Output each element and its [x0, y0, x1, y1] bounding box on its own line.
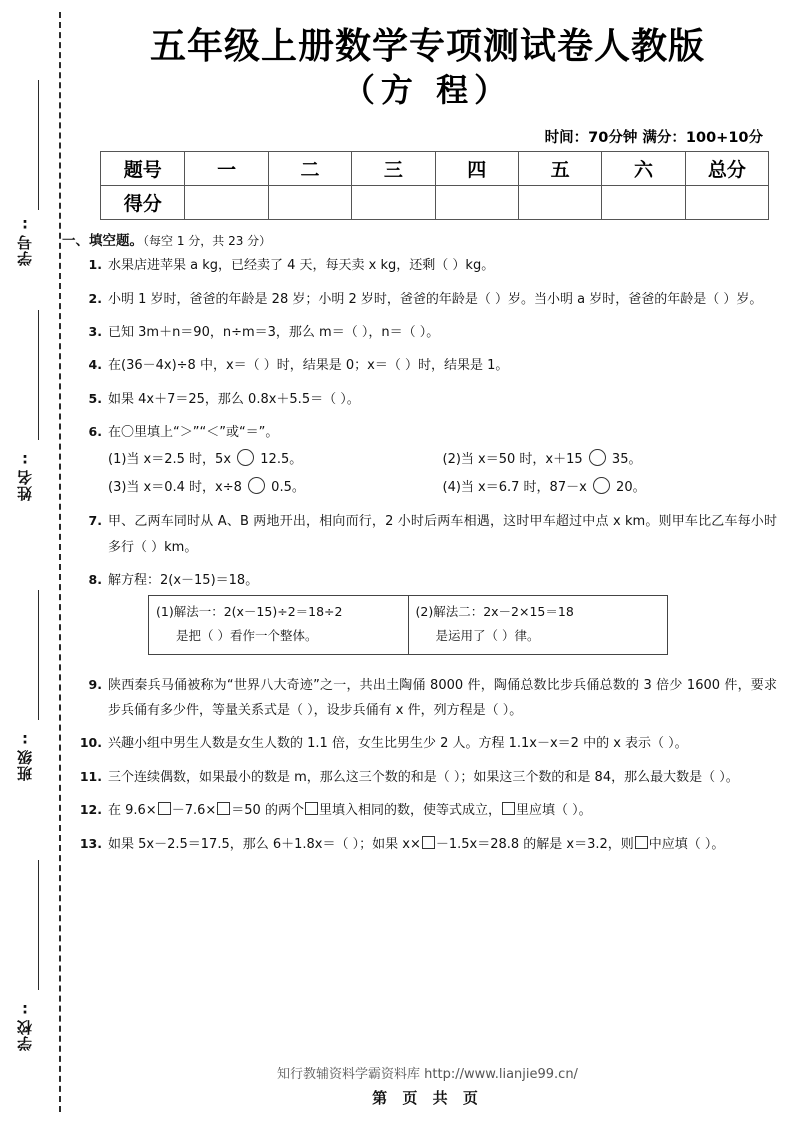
method-2-line-2: 是运用了（ ）律。: [435, 628, 540, 644]
question-6-number: 6.: [88, 423, 102, 439]
question-13: [76, 832, 777, 857]
question-11: [76, 765, 777, 790]
score-table-col-3: 三: [352, 152, 435, 186]
score-cell-3[interactable]: [352, 186, 435, 220]
page-title: [62, 24, 793, 112]
question-6-sub-3: (3)当 x＝0.4 时，x÷8 0.5。: [108, 475, 443, 501]
margin-label-student-id: 学号:: [16, 215, 34, 266]
method-2-line-1: (2)解法二：2x－2×15＝18: [415, 604, 574, 620]
question-8-method-table: [148, 595, 668, 655]
score-cell-total[interactable]: [685, 186, 768, 220]
table-row: [149, 596, 668, 655]
answer-circle[interactable]: [237, 449, 254, 466]
score-table-col-2: 二: [268, 152, 351, 186]
method-1-line-1: (1)解法一：2(x－15)÷2＝18÷2: [156, 604, 343, 620]
answer-circle[interactable]: [248, 477, 265, 494]
question-3: [76, 320, 777, 345]
margin-label-class: 班级:: [16, 730, 34, 781]
question-8-number: 8.: [88, 571, 102, 587]
answer-circle[interactable]: [589, 449, 606, 466]
question-5-number: 5.: [88, 390, 102, 406]
question-13-text: 如果 5x－2.5＝17.5，那么 6＋1.8x＝（ ）；如果 x× －1.5x＝28.8 的解是 x＝3.2，则 中应填（ ）。: [108, 836, 725, 852]
question-5: [76, 387, 777, 412]
question-3-text: 已知 3m＋n＝90，n÷m＝3，那么 m＝（ ），n＝（ ）。: [108, 324, 440, 340]
score-table-rowhead-score: 得分: [101, 186, 185, 220]
question-10-text: 兴趣小组中男生人数是女生人数的 1.1 倍，女生比男生少 2 人。方程 1.1x－x＝2 中的 x 表示（ ）。: [108, 736, 688, 752]
score-table-col-5: 五: [518, 152, 601, 186]
name-rule: [38, 310, 39, 440]
question-4: [76, 353, 777, 378]
margin-label-school: 学校:: [16, 1000, 34, 1051]
answer-circle[interactable]: [593, 477, 610, 494]
question-13-number: 13.: [79, 835, 102, 851]
question-7-number: 7.: [88, 513, 102, 529]
question-8: [76, 568, 777, 665]
left-binding-margin: [0, 0, 62, 1122]
question-3-number: 3.: [88, 323, 102, 339]
question-8-body: [108, 568, 777, 665]
question-4-number: 4.: [88, 357, 102, 373]
question-8-text: 解方程：2(x－15)＝18。: [108, 572, 259, 588]
section-heading-points: （每空 1 分，共 23 分）: [143, 234, 272, 249]
answer-square[interactable]: [635, 836, 648, 849]
answer-square[interactable]: [158, 802, 171, 815]
margin-label-name: 姓名:: [16, 450, 34, 501]
question-6-subrow-1: [108, 447, 777, 473]
question-12-number: 12.: [79, 802, 102, 818]
question-6-subrow-2: [108, 475, 777, 501]
answer-square[interactable]: [502, 802, 515, 815]
question-6-sub-2: (2)当 x＝50 时，x＋15 35。: [443, 447, 778, 473]
question-6-sub-1: (1)当 x＝2.5 时，5x 12.5。: [108, 447, 443, 473]
title-line-subject: （方 程）: [342, 71, 513, 109]
table-row-scores: [101, 186, 769, 220]
score-cell-1[interactable]: [185, 186, 268, 220]
question-10-number: 10.: [79, 735, 102, 751]
score-table: [100, 151, 769, 220]
student-id-rule: [38, 80, 39, 210]
question-9-text: 陕西秦兵马俑被称为“世界八大奇迹”之一，共出土陶俑 8000 件，陶俑总数比步兵俑总数的 3 倍少 1600 件，要求步兵俑有多少件，等量关系式是（ ），设步兵俑有 x 件，列方程是（ ）。: [108, 677, 777, 719]
score-table-col-1: 一: [185, 152, 268, 186]
question-12: [76, 798, 777, 823]
question-8-method-table-wrapper: [148, 595, 668, 655]
binding-dashed-line: [59, 12, 61, 1112]
question-7: [76, 509, 777, 560]
score-cell-6[interactable]: [602, 186, 685, 220]
question-11-text: 三个连续偶数，如果最小的数是 m，那么这三个数的和是（ ）；如果这三个数的和是 84，那么最大数是（ ）。: [108, 769, 739, 785]
section-heading-fill-in-blank: [62, 229, 793, 249]
exam-meta-info: 时间：70分钟 满分：100+10分: [544, 130, 763, 147]
section-heading-label: 一、填空题。: [62, 233, 143, 250]
score-cell-5[interactable]: [518, 186, 601, 220]
question-5-text: 如果 4x＋7＝25，那么 0.8x＋5.5＝（ ）。: [108, 391, 360, 407]
question-9: [76, 673, 777, 724]
question-12-text: 在 9.6× －7.6× ＝50 的两个 里填入相同的数，使等式成立， 里应填（ ）。: [108, 803, 592, 819]
question-1-number: 1.: [88, 257, 102, 273]
method-cell-2: [408, 596, 668, 655]
question-6-sub-4: (4)当 x＝6.7 时，87－x 20。: [443, 475, 778, 501]
question-6-body: [108, 420, 777, 501]
question-list: [76, 253, 777, 857]
title-line-primary: 五年级上册数学专项测试卷人教版: [149, 26, 705, 67]
score-table-rowhead-question: 题号: [101, 152, 185, 186]
question-11-number: 11.: [79, 768, 102, 784]
answer-square[interactable]: [305, 802, 318, 815]
school-rule: [38, 860, 39, 990]
class-rule: [38, 590, 39, 720]
method-1-line-2: 是把（ ）看作一个整体。: [176, 628, 318, 644]
question-9-number: 9.: [88, 676, 102, 692]
score-table-col-4: 四: [435, 152, 518, 186]
answer-square[interactable]: [422, 836, 435, 849]
method-cell-1: [149, 596, 409, 655]
question-2: [76, 287, 777, 312]
footer-source-text: 知行教辅资料学霸资料库 http://www.lianjie99.cn/: [277, 1067, 578, 1082]
question-2-text: 小明 1 岁时，爸爸的年龄是 28 岁；小明 2 岁时，爸爸的年龄是（ ）岁。当小明 a 岁时，爸爸的年龄是（ ）岁。: [108, 291, 763, 307]
question-1-text: 水果店进苹果 a kg，已经卖了 4 天，每天卖 x kg，还剩（ ）kg。: [108, 258, 495, 274]
score-table-wrapper: [100, 151, 769, 220]
question-2-number: 2.: [88, 290, 102, 306]
question-1: [76, 253, 777, 278]
question-7-text: 甲、乙两车同时从 A、B 两地开出，相向而行，2 小时后两车相遇，这时甲车超过中点 x km。则甲车比乙车每小时多行（ ）km。: [108, 514, 777, 555]
page-footer: [62, 1063, 793, 1108]
score-cell-2[interactable]: [268, 186, 351, 220]
question-6: [76, 420, 777, 501]
score-cell-4[interactable]: [435, 186, 518, 220]
answer-square[interactable]: [217, 802, 230, 815]
question-10: [76, 731, 777, 756]
score-table-col-6: 六: [602, 152, 685, 186]
score-table-col-total: 总分: [685, 152, 768, 186]
question-6-text: 在〇里填上“＞”“＜”或“＝”。: [108, 424, 279, 440]
footer-page-number: 第 页 共 页: [372, 1089, 483, 1107]
exam-paper-content: [62, 0, 793, 1122]
question-4-text: 在(36－4x)÷8 中，x＝（ ）时，结果是 0；x＝（ ）时，结果是 1。: [108, 358, 509, 374]
table-row-question-numbers: [101, 152, 769, 186]
